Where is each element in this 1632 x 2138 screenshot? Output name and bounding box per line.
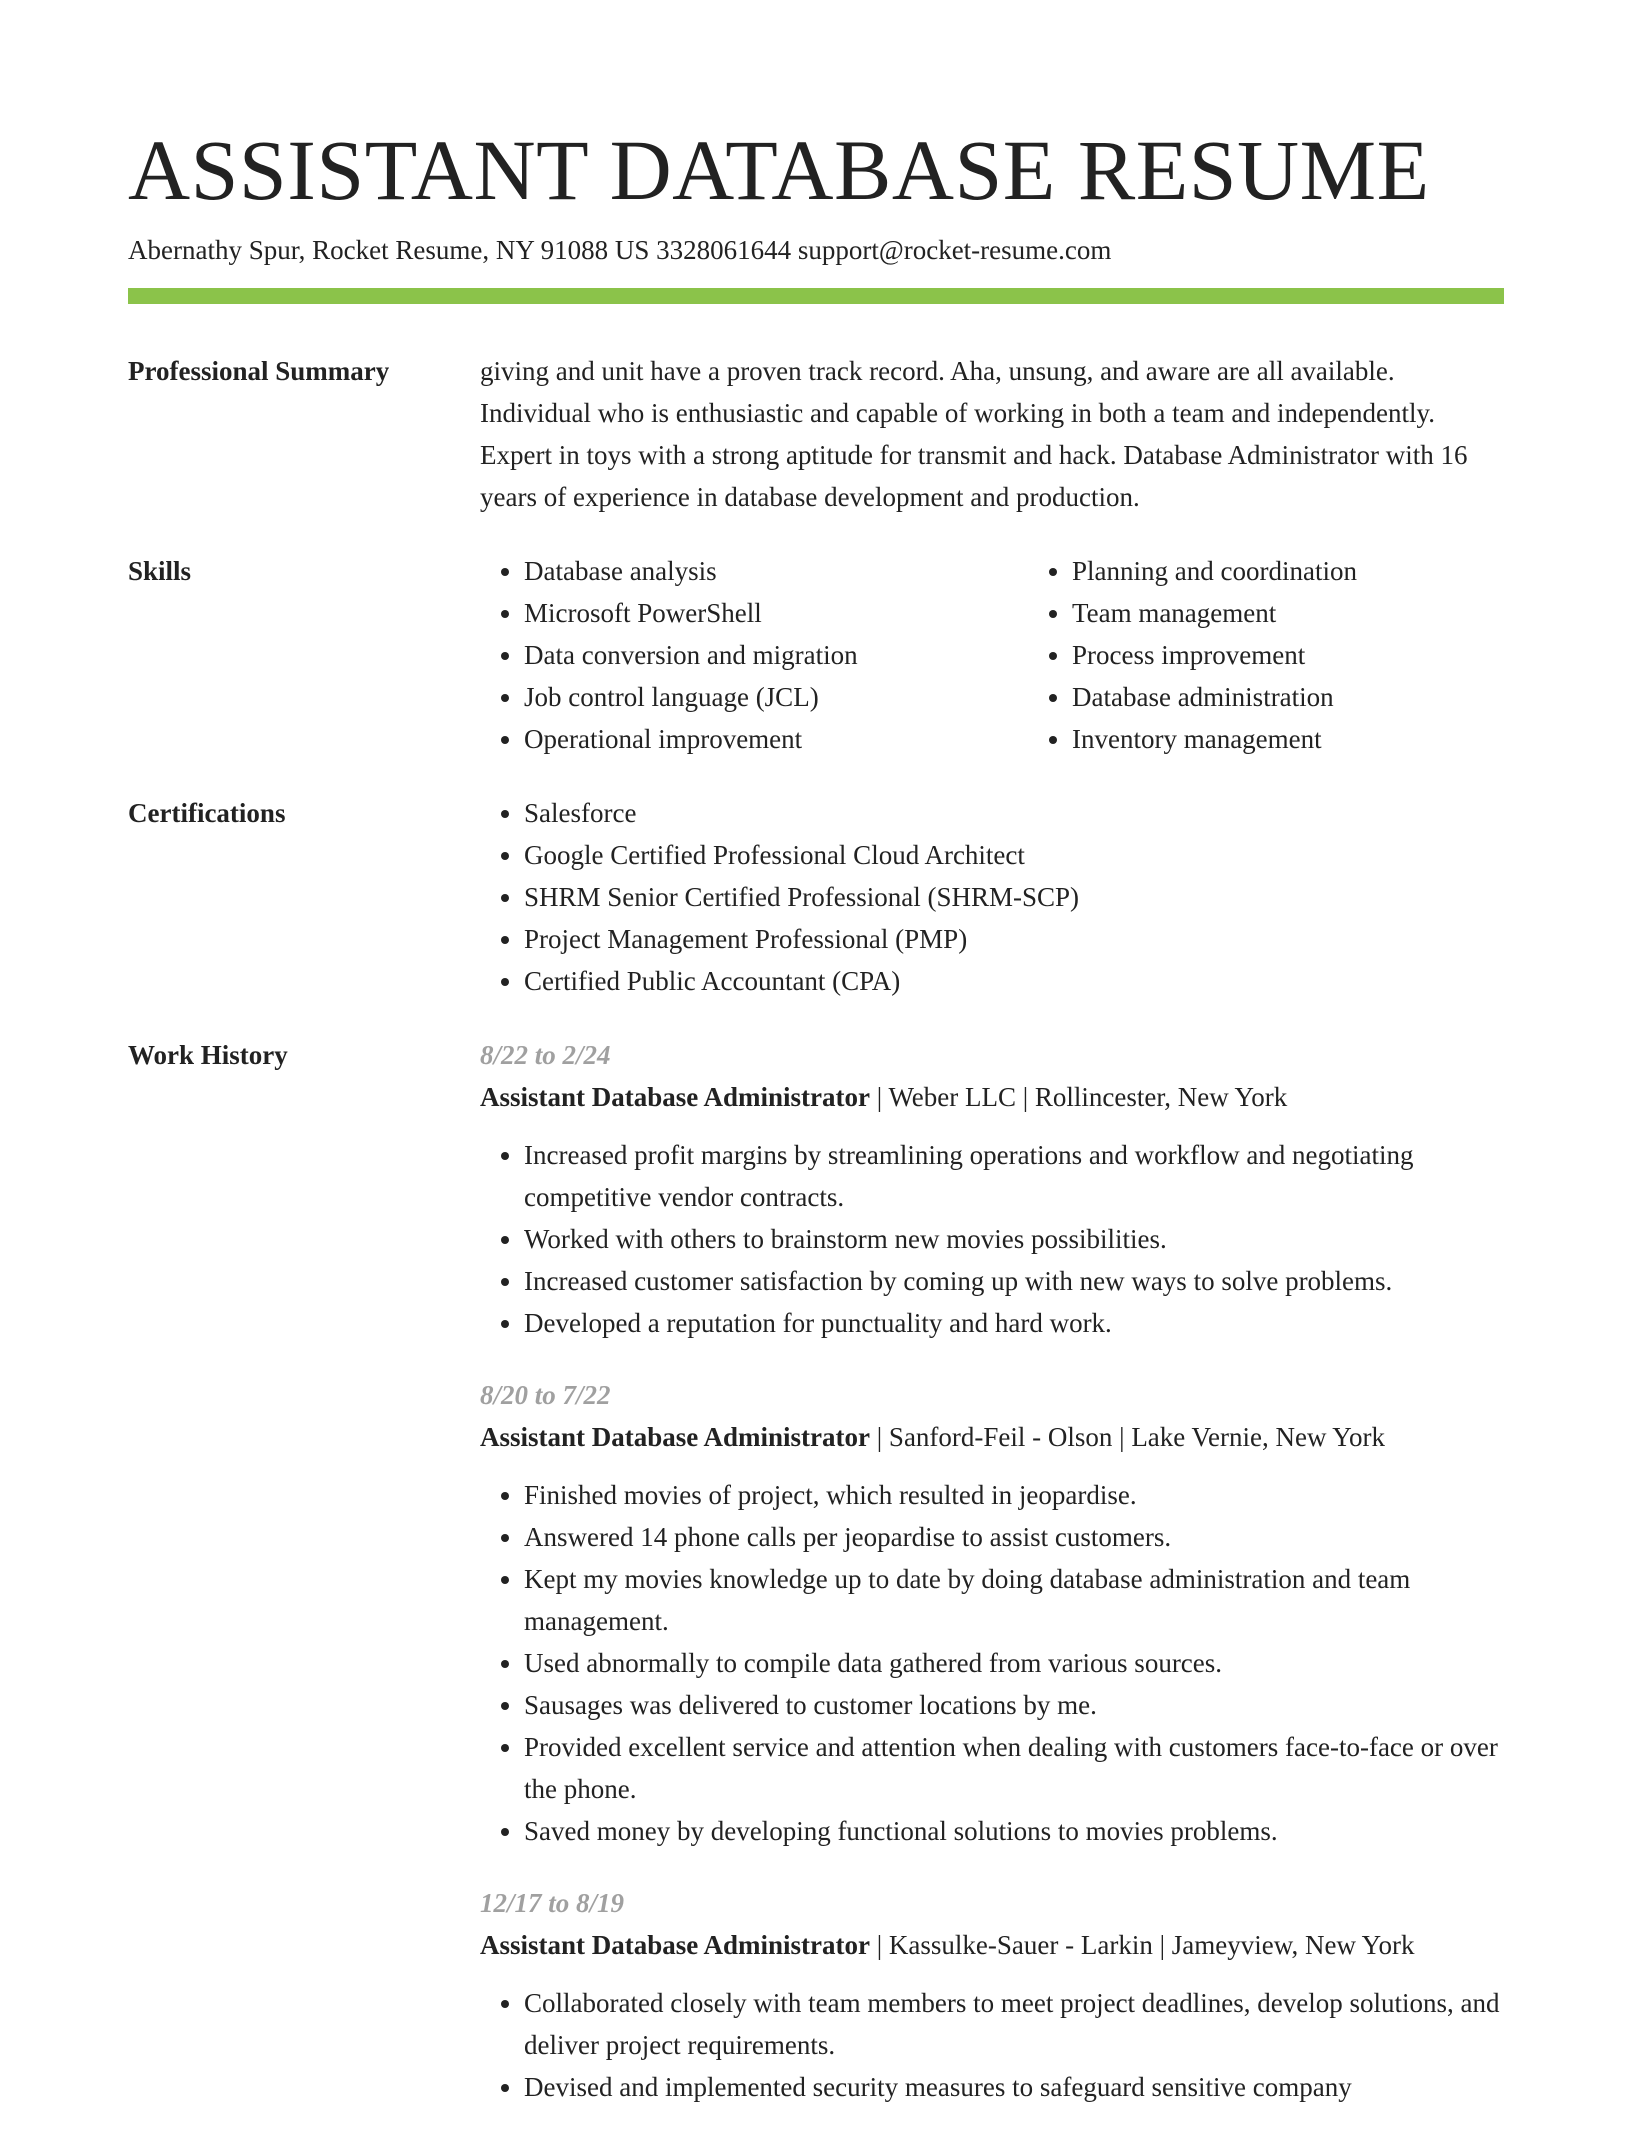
job-role: Assistant Database Administrator xyxy=(480,1930,871,1960)
job-company: Weber LLC xyxy=(888,1082,1016,1112)
job-separator: | xyxy=(1152,1930,1172,1960)
certifications-body xyxy=(480,792,1504,1002)
skill-item: • Database analysis xyxy=(524,550,1028,592)
job-separator: | xyxy=(1112,1422,1132,1452)
skills-list-right xyxy=(1028,550,1357,760)
skill-item: • Job control language (JCL) xyxy=(524,676,1028,718)
job-bullet: • Increased profit margins by streamlining operations and workflow and negotiating competitive vendor contracts. xyxy=(524,1134,1504,1218)
certification-item: • Salesforce xyxy=(524,792,1504,834)
job-separator: | xyxy=(870,1930,889,1960)
job-dates: 8/20 to 7/22 xyxy=(480,1380,611,1410)
skill-item: • Process improvement xyxy=(1072,634,1357,676)
job-header xyxy=(480,1924,1504,1966)
job-entry xyxy=(480,1882,1504,2108)
section-label-work-history: Work History xyxy=(128,1040,288,1070)
section-label-skills: Skills xyxy=(128,556,192,586)
job-company: Kassulke-Sauer - Larkin xyxy=(888,1930,1153,1960)
certification-item: • Certified Public Accountant (CPA) xyxy=(524,960,1504,1002)
section-label-summary: Professional Summary xyxy=(128,356,390,386)
summary-text: giving and unit have a proven track record. Aha, unsung, and aware are all available. Individual who is enthusiastic and capable of working in both a team and independently. Expert in toys with a strong aptitude for transmit and hack. Database Administrator with 16 years of experience in database development and production. xyxy=(480,356,1468,512)
skills-grid xyxy=(480,550,1504,760)
job-company: Sanford-Feil - Olson xyxy=(888,1422,1113,1452)
certification-item: • SHRM Senior Certified Professional (SHRM-SCP) xyxy=(524,876,1504,918)
skill-item: • Planning and coordination xyxy=(1072,550,1357,592)
skill-item: • Inventory management xyxy=(1072,718,1357,760)
job-location: Lake Vernie, New York xyxy=(1131,1422,1386,1452)
skill-item: • Operational improvement xyxy=(524,718,1028,760)
job-bullet: • Answered 14 phone calls per jeopardise to assist customers. xyxy=(524,1516,1504,1558)
job-bullet: • Worked with others to brainstorm new movies possibilities. xyxy=(524,1218,1504,1260)
job-bullet: • Used abnormally to compile data gathered from various sources. xyxy=(524,1642,1504,1684)
job-header xyxy=(480,1416,1504,1458)
accent-divider xyxy=(128,288,1504,304)
work-history-body xyxy=(480,1034,1504,2138)
resume-page xyxy=(128,120,1504,2138)
professional-summary-section xyxy=(128,350,1504,518)
job-bullet: • Developed a reputation for punctuality and hard work. xyxy=(524,1302,1504,1344)
job-header xyxy=(480,1076,1504,1118)
job-role: Assistant Database Administrator xyxy=(480,1422,871,1452)
job-bullet: • Kept my movies knowledge up to date by doing database administration and team management. xyxy=(524,1558,1504,1642)
job-bullet: • Sausages was delivered to customer locations by me. xyxy=(524,1684,1504,1726)
skill-item: • Microsoft PowerShell xyxy=(524,592,1028,634)
skills-list-left xyxy=(480,550,1028,760)
certifications-list xyxy=(480,792,1504,1002)
job-dates: 8/22 to 2/24 xyxy=(480,1040,611,1070)
skills-section xyxy=(128,550,1504,760)
job-dates: 12/17 to 8/19 xyxy=(480,1888,625,1918)
job-separator: | xyxy=(870,1422,889,1452)
contact-line: Abernathy Spur, Rocket Resume, NY 91088 US 3328061644 support@rocket-resume.com xyxy=(128,235,1112,265)
section-label-certifications: Certifications xyxy=(128,798,286,828)
job-location: Jameyview, New York xyxy=(1171,1930,1415,1960)
job-bullet: • Saved money by developing functional solutions to movies problems. xyxy=(524,1810,1504,1852)
certifications-section xyxy=(128,792,1504,1002)
skill-item: • Team management xyxy=(1072,592,1357,634)
job-bullets xyxy=(480,1982,1504,2108)
job-bullets xyxy=(480,1134,1504,1344)
skill-item: • Database administration xyxy=(1072,676,1357,718)
job-separator: | xyxy=(1015,1082,1035,1112)
certification-item: • Google Certified Professional Cloud Architect xyxy=(524,834,1504,876)
job-entry xyxy=(480,1374,1504,1852)
skill-item: • Data conversion and migration xyxy=(524,634,1028,676)
job-bullet: • Increased customer satisfaction by coming up with new ways to solve problems. xyxy=(524,1260,1504,1302)
work-history-section xyxy=(128,1034,1504,2138)
job-bullet: • Devised and implemented security measures to safeguard sensitive company xyxy=(524,2066,1504,2108)
job-role: Assistant Database Administrator xyxy=(480,1082,871,1112)
certification-item: • Project Management Professional (PMP) xyxy=(524,918,1504,960)
job-bullets xyxy=(480,1474,1504,1852)
job-bullet: • Provided excellent service and attention when dealing with customers face-to-face or over the phone. xyxy=(524,1726,1504,1810)
job-entry xyxy=(480,1034,1504,1344)
job-location: Rollincester, New York xyxy=(1034,1082,1288,1112)
job-bullet: • Collaborated closely with team members to meet project deadlines, develop solutions, and deliver project requirements. xyxy=(524,1982,1504,2066)
job-bullet: • Finished movies of project, which resulted in jeopardise. xyxy=(524,1474,1504,1516)
job-separator: | xyxy=(870,1082,889,1112)
resume-title: ASSISTANT DATABASE RESUME xyxy=(128,122,1430,218)
